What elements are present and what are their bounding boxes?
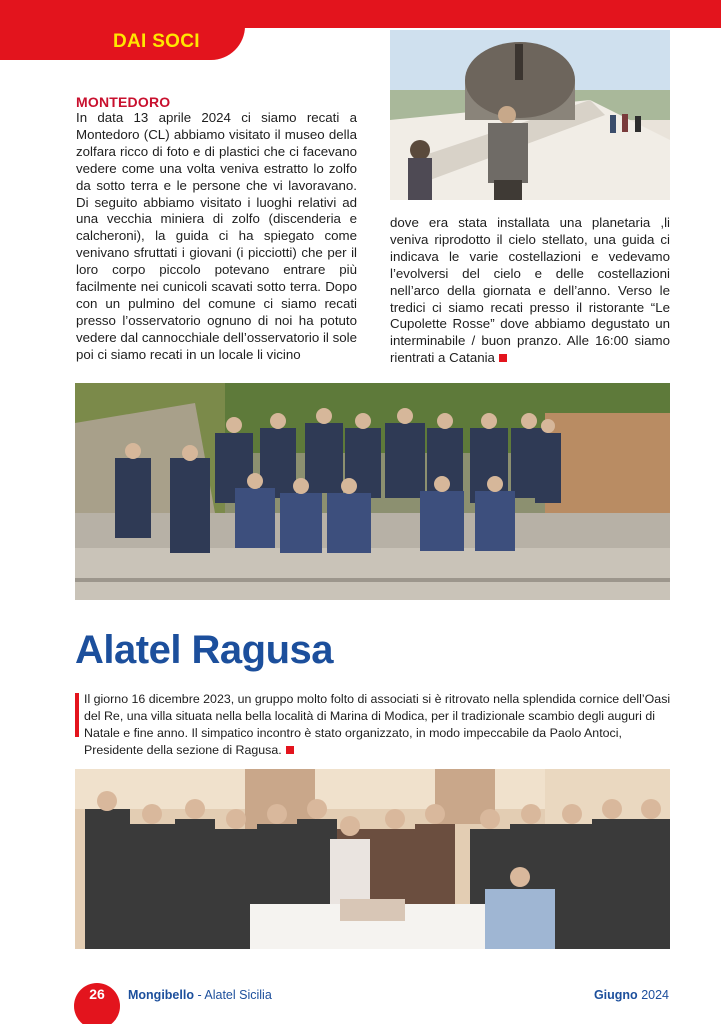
header-band xyxy=(0,0,721,28)
group-photo-montedoro xyxy=(75,383,670,600)
observatory-photo xyxy=(390,30,670,200)
article-body: l giorno 16 dicembre 2023, un gruppo molto folto di associati si è ritrovato nella splendida cornice dell’Oasi del Re, una villa situata nella bella località di Marina di Modica, per il tradizionale scambio degli auguri di Natale e fine anno. Il simpatico incontro è stato organizzato, in modo impeccabile da Paolo Antoci, Presidente della sezione di Ragusa. xyxy=(84,692,671,757)
magazine-name: Mongibello xyxy=(128,988,194,1002)
end-mark-icon xyxy=(286,746,294,754)
article-intro xyxy=(84,691,671,759)
end-mark-icon xyxy=(499,354,507,362)
publisher-name: Alatel Sicilia xyxy=(204,988,272,1002)
group-photo-ragusa xyxy=(75,769,670,949)
drop-letter: I xyxy=(84,692,88,706)
article-left-column: In data 13 aprile 2024 ci siamo recati a Montedoro (CL) abbiamo visitato il museo della zolfara ricco di foto e di plastici che ci facevano vedere come una volta veniva estratto lo zolfo da sotto terra e le persone che vi lavoravano. Di seguito abbiamo visitato i luoghi relativi ad una vecchia miniera di zolfo (discenderia e calcheroni), la guida ci ha spiegato come venivano sfruttati i giovani (i picciotti) che per il loro corpo piccolo potevano entrare più facilmente nei cunicoli scavati sotto terra. Dopo con un pulmino del comune ci siamo recati presso l’osservatorio ognuno di noi ha potuto vedere dal cannocchiale dell’osservatorio il sole poi ci siamo recati in un locale li vicino xyxy=(76,110,357,362)
footer-date xyxy=(594,988,669,1002)
article-heading: MONTEDORO xyxy=(76,94,171,110)
footer-separator: - xyxy=(193,988,205,1002)
article-right-column xyxy=(390,215,670,367)
section-label: DAI SOCI xyxy=(113,31,200,52)
issue-year: 2024 xyxy=(641,988,669,1002)
page-number: 26 xyxy=(89,986,105,1002)
article-title: Alatel Ragusa xyxy=(75,628,334,672)
article-right-text: dove era stata installata una planetaria ,li veniva riprodotto il cielo stellato, una guida ci indicava le varie costellazioni e vedevamo l’evolversi del cielo e delle costellazioni nell’arco della giornata e dell’anno. Verso le tredici ci siamo recati presso il ristorante “Le Cupolette Rosse” dove abbiamo degustato un interminabile / buon pranzo. Alle 16:00 siamo rientrati a Catania xyxy=(390,215,670,366)
footer-magazine xyxy=(128,988,272,1002)
issue-month: Giugno xyxy=(593,988,638,1002)
drop-cap-bar xyxy=(75,693,79,737)
